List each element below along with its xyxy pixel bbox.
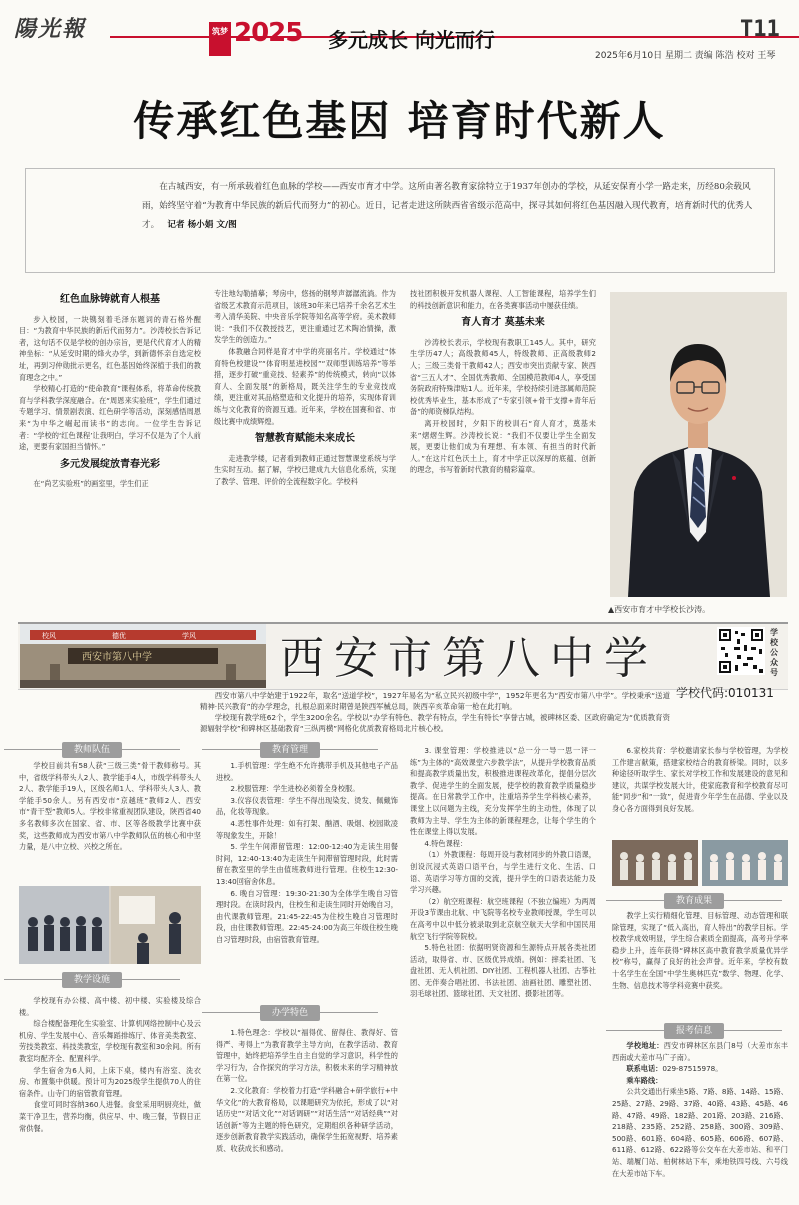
school-gate-photo <box>20 624 266 688</box>
qr-code[interactable] <box>717 627 765 675</box>
rule-item: 5. 学生午间滞留管理：12:00-12:40为走读生用餐时间，12:40-13:40为走读生午间滞留管理时段，此时需留在教室里的学生由值班教师进行管理。住校生12:30-13:40回宿舍休息。 <box>216 842 398 886</box>
banner-sign-2: 德优 <box>112 632 126 640</box>
route-label: 乘车路线： <box>626 1075 663 1085</box>
section-title: 红色血脉铸就育人根基 <box>60 294 160 305</box>
paragraph: 西安市第八中学始建于1922年，取名“送道学校”，1927年易名为“私立民兴初级中学”，1952年更名为“西安市第八中学”。学校秉承“送道精神·民兴教育”的办学理念，扎根总面来时期曾是陕西军械总局，陕西辛亥革命第一枪在此打响。 <box>200 691 670 711</box>
paragraph: 6.家校共育：学校邀请家长参与学校管理，为学校工作建言献策，搭建家校结合的教育桥梁。同时，以多种途径听取学生、家长对学校工作和发展建设的意见和建议，共谋学校发展大计，使家庭教育和学校教育尽可能“同步”和“一致”，促进青少年学生在品德、学业以及身心各方面得到良好发展。 <box>612 746 788 813</box>
byline: 记者 杨小娟 文/图 <box>167 220 237 230</box>
phone-label: 联系电话： <box>626 1064 663 1074</box>
date-line: 2025年6月10日 星期二 责编 陈浩 校对 王琴 <box>595 51 776 61</box>
paragraph: 技社团积极开发机器人课程、人工智能课程，培养学生们的科技创新意识和能力，在各类赛事活动中屡获佳绩。 <box>410 289 596 310</box>
masthead <box>0 0 799 68</box>
paragraph: 食堂可同时容纳360人进餐。食堂采用明厨亮灶，做菜干净卫生，营养均衡，供应早、中、晚三餐，节假日正常供餐。 <box>19 1100 201 1133</box>
rule-item: 6. 晚自习管理：19:30-21:30为全体学生晚自习管理时段。在读时段内，住校生和走读生同时开始晚自习，由代课教师管理。21:45-22:45为住校生晚自习管理时段，由住课教师管理。22:45-24:00为高三年级住校生晚自习管理时段，由宿管教育管理。 <box>216 888 398 944</box>
address-value: 西安市碑林区东县门8号（大差市东丰西南或大差市马广子南）。 <box>612 1041 788 1062</box>
facilities-section <box>19 995 201 1134</box>
features-section <box>216 1027 398 1155</box>
tab-features: 办学特色 <box>260 1005 320 1021</box>
home-school-section <box>612 745 788 815</box>
teaching-section <box>410 745 596 1000</box>
edu-management-section <box>216 760 398 946</box>
tab-admission-info: 报考信息 <box>664 1023 724 1039</box>
faculty-photo <box>19 886 201 964</box>
principal-photo <box>610 292 787 597</box>
paragraph: 学校精心打造的“使命教育”课程体系，将革命传统教育与学科教学深度融合。在“周恩来实验班”，学生们通过专题学习、情景剧表演、红色研学等活动，深刻感悟周恩来“为中华之崛起而读书”的志向。一位学生告诉记者：“学校的‘红色课程’让我明白，学习不仅是为了个人前途，更要有家国担当情怀。” <box>19 384 201 452</box>
phone-value: 029-87515978。 <box>662 1064 723 1074</box>
section-title: 多元发展绽放青春光彩 <box>60 458 160 470</box>
activity-photos <box>612 840 788 886</box>
paragraph: 学校现有办公楼、高中楼、初中楼、实验楼及综合楼。 <box>19 996 201 1017</box>
paragraph: 走进教学楼，记者看到教师正通过智慧课堂系统与学生实时互动。据了解，学校已建成九大信息化系统，实现了教学、管理、评价的全流程数字化。学校科 <box>214 453 396 486</box>
gate-sign: 西安市第八中学 <box>82 652 152 663</box>
tab-faculty: 教师队伍 <box>62 742 122 758</box>
qr-label: 学校公众号 <box>770 628 778 677</box>
paragraph: （1）外教课程：每周开设与教材同步的外教口语课，创设沉浸式英语口语平台，与学生进行文化、生活、口语、英语学习等方面的交流，提升学生的口语表达能力及学习兴趣。 <box>410 850 596 895</box>
paragraph: 学生宿舍为6人间，上床下桌，楼内有浴室、洗衣房、布置集中供暖。预计可为2025级学生提供70人的住宿条件。山寺门的宿管教育管理。 <box>19 1065 201 1098</box>
paragraph: 教学上实行精细化管理、目标管理、动态管理和联除管理，实现了“低入高出，育人特出”的教学目标。学校教学成效明显，学生综合素质全面提高，高考升学率稳步上升，连年获得“碑林区高中教育教学质量优异学校”称号，赢得了良好的社会声誉。近年来，学校有数十名学生在全国“中学生奥林匹克”数学、物理、化学、生物、信息技术等学科竞赛中获奖。 <box>612 911 788 990</box>
page-number: T11 <box>740 17 780 42</box>
paragraph: 综合楼配备理化生实验室、计算机网络控制中心及云机房、学生发展中心、音乐舞蹈排练厅、体音美类教室、劳技类教室、科技类教室，学校现有教室和30余间。所有教室均配齐全、配置科学。 <box>19 1019 201 1063</box>
article-column-3 <box>410 288 596 476</box>
masthead-slogan: 多元成长 向光而行 <box>328 28 495 52</box>
section-title: 智慧教育赋能未来成长 <box>255 433 355 445</box>
intro-lead <box>142 178 762 235</box>
paragraph: 在“尚艺实验班”的画室里，学生们正 <box>33 479 149 489</box>
paragraph: 学校目前共有58人获“三级三类”骨干教师称号。其中，省级学科带头人2人、教学能手4人，市级学科带头人2人、教学能手19人，区级名师1人、学科带头人3人、教学能手50余人。另有西安市“京越班”教师2人、西安市“青干型”教师5人。学校非常重视团队建设，陕西省40多名教师多次在国家、省、市、区等各级教学比赛中获奖，这些教师成为西安市第八中学教师队伍的核心和中坚力量，是八中立校、兴校之所在。 <box>19 761 201 852</box>
paragraph: 4.特色课程： <box>424 838 468 848</box>
school-code-label: 学校代码: <box>676 686 729 700</box>
route-value: 公共交通出行乘坐5路、7路、8路、14路、15路、25路、27路、29路、37路、40路、43路、45路、46路、47路、49路、182路、201路、203路、216路、218路、235路、252路、258路、300路、309路、500路、601路、604路、605路、606路、607路、611路、612路、622路等公交车在大差市站、和平门站、端履门站、柏树林站下车，乘地铁四号线、六号线在大差市站下车。 <box>612 1087 788 1178</box>
paragraph: 离开校园时，夕阳下的校训石“育人育才，奠基未来”熠熠生辉。沙涛校长说：“我们不仅要让学生全面发展，更要让他们成为有理想、有本领、有担当的时代新人。”在这片红色沃土上，育才中学正以深厚的底蕴、创新的理念，书写着新时代教育的精彩篇章。 <box>410 418 596 475</box>
article-column-2 <box>214 288 396 488</box>
photo-caption: ▲西安市育才中学校长沙涛。 <box>608 605 711 614</box>
rule-item: 3.仪容仪表管理：学生不得出现染发、烫发、佩戴饰品，化妆等现象。 <box>216 795 398 817</box>
paragraph: 3. 课堂管理：学校推进以“总一分一导一思一评一练”为主体的“高效课堂六步教学法”，从提升学校教育品质和提高教学质量出发，积极推进课程改革化，提倡分层次教学、促进学生的全面发展，使学校的教育教学质量稳步提高。在日常教学工作中，注重培养学生学科核心素养，课堂上以问题为主线，充分发挥学生的主动性，体现了以教师为主导、学生为主体的新课程理念，让每个学生的个性在课堂上得以发展。 <box>410 746 596 837</box>
section-title: 育人育才 莫基未来 <box>461 317 545 329</box>
paragraph: 专注地勾勒描摹；琴房中，悠扬的钢琴声潺潺流淌。作为省级艺术教育示范项目，该班30年来已培养千余名艺术生考入清华美院、中央音乐学院等知名高等学府。美术教师说：“我们不仅教授技艺，更注重通过艺术陶冶情操，激发学生的创造力。” <box>214 289 396 345</box>
paragraph: 5.特色社团：依据明贤资源和生源特点开展各类社团活动，取得省、市、区级优异成绩。例如：摔柔社团、飞盘社团、无人机社团、DIY社团、工程机器人社团、古筝社团、无伴奏合唱社团、书法社团、油画社团、雕塑社团、羽毛球社团、篮球社团、天文社团、摄影社团等。 <box>410 943 596 999</box>
tab-achievements: 教育成果 <box>664 893 724 909</box>
masthead-badge: 筑梦 <box>209 22 231 56</box>
rule-item: 1.手机管理：学生绝不允许携带手机及其他电子产品进校。 <box>216 761 398 782</box>
paragraph: 1.特色理念：学校以“福得优、留得住、教得好、管得严、考得上”为教育教学主导方向，在教学活动、教育管理中，始终把培养学生自主自觉的学习意识，科学性的学习行为，合作探究的学习方法，积极未来的学习精神放在第一位。 <box>216 1028 398 1084</box>
school-code <box>676 684 774 701</box>
paragraph: 沙涛校长表示，学校现有教职工145人。其中，研究生学历47人；高级教师45人，特级教师、正高级教师2人；三级三类骨干教师42人；西安市突出贡献专家、陕西省“三五人才”、全国优秀教师、全国模范教师4人，享受国务院政府特殊津贴1人。近年来，学校持续引进部属师范院校优秀毕业生，基本形成了“专家引领+骨干支撑+青年后备”的师资梯队结构。 <box>410 337 596 417</box>
intro-body: 在古城西安，有一所承载着红色血脉的学校——西安市育才中学。这所由著名教育家徐特立于1937年创办的学校，从延安保育小学一路走来，历经80余载风雨，始终坚守着“为教育中华民族的新后代而努力”的初心。近日，记者走进这所陕西省省级示范高中，探寻其如何将红色基因融入现代教育，培育新时代的优秀人才。 <box>142 182 753 230</box>
address-label: 学校地址： <box>626 1041 664 1050</box>
headline: 传承红色基因 培育时代新人 <box>133 97 666 145</box>
paragraph: 体教融合同样是育才中学的亮丽名片。学校通过“体育特色校建设”“体育明星进校园”“双师型训练培养”等举措，逐步打破“重竞技、轻素养”的传统模式，转向“以体育人、全面发展”的新格局，既关注学生的专业竞技成绩，更注重对其品格塑造和文化提升的培养，实现体育训练与文化教育的资源互通。近年来，学校在国赛和省、市级比赛中成绩辉煌。 <box>214 346 396 426</box>
school-intro <box>200 690 670 734</box>
admission-info-section <box>612 1040 788 1179</box>
paragraph: （2）航空班课程：航空班课程（不独立编班）为两周开设3节课由北航、中飞院等名校专业教师授课，学生可以在高考中以中低分被录取到北京航空航天大学和中国民用航空飞行学院等院校。 <box>410 896 596 941</box>
rule-item: 4.恶性事件处理：如有打架、酗酒、吸烟、校园欺凌等现象发生，开除！ <box>216 818 398 840</box>
paragraph: 2.文化教育：学校着力打造“学科融合+研学旅行+中华文化”的大教育格局，以课题研究为依托，形成了以“对话历史”“对话文化”“对话调研”“对话生活”“对话经典”“对话创新”等为主题的特色研究，定期组织各种研学活动，逐步创新教育教学实践活动，确保学生拓宽视野、培养素质、收获成长和感动。 <box>216 1085 398 1153</box>
paper-name: 陽光報 <box>14 16 87 42</box>
paragraph: 学校现有教学班62个，学生3200余名。学校以“办学有特色、教学有特点，学生有特长”享誉古城，被碑林区委、区政府确定为“优质教育资源辐射学校”和碑林区基础教育“三纵两横”网格化优质教育格局北片核心校。 <box>200 713 670 733</box>
rule-item: 2.校服管理：学生进校必须着全身校服。 <box>230 784 360 794</box>
tab-edu-management: 教育管理 <box>260 742 320 758</box>
masthead-year: 2025 <box>234 18 303 48</box>
school-code-value: 010131 <box>728 686 774 700</box>
faculty-section <box>19 760 201 853</box>
school-name: 西安市第八中学 <box>280 633 658 684</box>
article-column-1 <box>19 288 201 490</box>
banner-sign-3: 学风 <box>182 632 196 640</box>
banner-sign-1: 校风 <box>42 632 56 640</box>
paragraph: 步入校园，一块镌刻着毛泽东题词的青石格外醒目：“为教育中华民族的新后代而努力”。沙涛校长告诉记者，这句话不仅是学校的创办宗旨，更是代代育才人的精神坐标：“从延安时期的烽火办学，到新德怀亲自选定校址，再到习仲勋批示更名，红色基因始终深植于我们的教育理念之中。” <box>19 314 201 382</box>
achievements-section <box>612 910 788 991</box>
tab-facilities: 教学设施 <box>62 972 122 988</box>
